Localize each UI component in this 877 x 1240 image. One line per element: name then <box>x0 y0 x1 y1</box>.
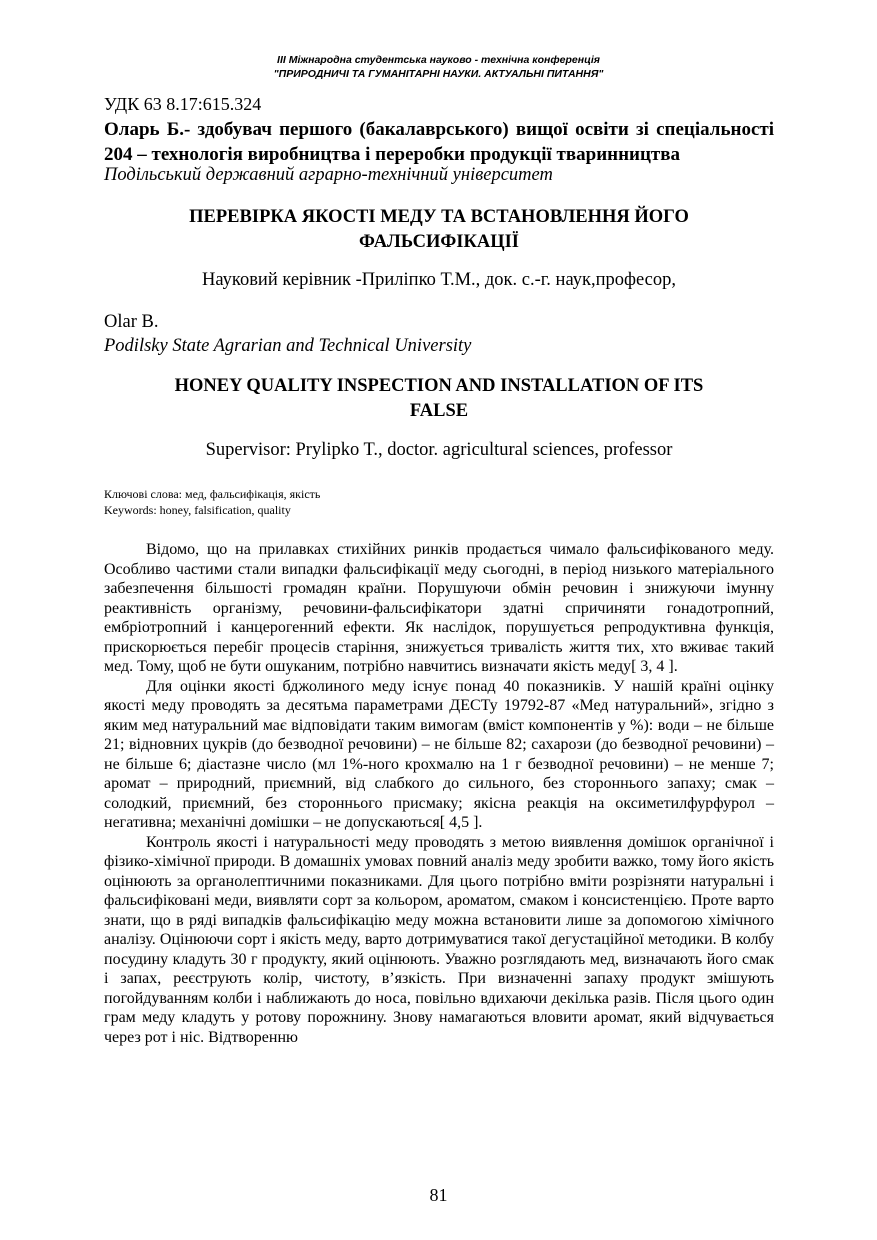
keywords-en: Keywords: honey, falsification, quality <box>104 503 291 517</box>
conference-header <box>0 53 877 81</box>
paragraph-1: Відомо, що на прилавках стихійних ринків продається чимало фальсифікованого меду. Особливо частими стали випадки фальсифікації меду сьогодні, в період низького матеріального забезпечення більшості громадян країни. Порушуючи обмін речовин і знижуючи імунну реактивність організму, речовини-фальсифікатори здатні спричиняти гонадотропний, ембріотропний і канцерогенний ефекти. Як наслідок, порушується репродуктивна функція, прискорюється перебіг процесів старіння, знижується тривалість життя тих, хто вживає такий мед. Тому, щоб не бути ошуканим, потрібно навчитись визначати якість меду[ 3, 4 ]. <box>104 541 774 675</box>
conference-title: ІІІ Міжнародна студентська науково - технічна конференція <box>277 54 600 66</box>
supervisor-ua: Науковий керівник -Приліпко Т.М., док. с.-г. наук,професор, <box>202 270 676 290</box>
university-ua: Подільський державний аграрно-технічний університет <box>104 165 553 185</box>
body-text <box>104 540 774 1047</box>
title-ua-line1: ПЕРЕВІРКА ЯКОСТІ МЕДУ ТА ВСТАНОВЛЕННЯ ЙОГО <box>189 207 689 227</box>
supervisor-en: Supervisor: Prylipko T., doctor. agricultural sciences, professor <box>205 440 673 460</box>
title-ua <box>104 205 774 255</box>
title-en-line2: FALSE <box>409 401 469 421</box>
keywords-ua: Ключові слова: мед, фальсифікація, якість <box>104 487 321 501</box>
udk-code: УДК 63 8.17:615.324 <box>104 94 262 114</box>
paragraph-2: Для оцінки якості бджолиного меду існує понад 40 показників. У нашій країні оцінку якості меду проводять за десятьма параметрами ДЕСТу 19792-87 «Мед натуральний», згідно з яким мед натуральний має відповідати таким вимогам (вміст компонентів у %): води – не більше 21; відновних цукрів (до безводної речовини) – не більше 82; сахарози (до безводної речовини) – не більше 6; діастазне число (мл 1%-ного крохмалю на 1 г безводної речовини) – не менше 7; аромат – природний, приємний, від слабкого до сильного, без стороннього запаху; смак – солодкий, приємний, без стороннього присмаку; якісна реакція на оксиметилфурфурол – негативна; механічні домішки – не допускаються[ 4,5 ]. <box>104 677 774 831</box>
title-en <box>104 374 774 424</box>
author-en: Olar B. <box>104 312 159 332</box>
conference-subtitle: "ПРИРОДНИЧІ ТА ГУМАНІТАРНІ НАУКИ. АКТУАЛЬНІ ПИТАННЯ" <box>273 68 604 80</box>
paragraph-3: Контроль якості і натуральності меду проводять з метою виявлення домішок органічної і фізико-хімічної природи. В домашніх умовах повний аналіз меду зробити важко, тому його якість оцінюють за органолептичними показниками. Для цього потрібно вміти розрізняти натуральні і фальсифіковані меди, виявляти сорт за кольором, ароматом, смаком і консистенцією. Проте варто знати, що в ряді випадків фальсифікацію меду можна встановити лише за допомогою хімічного аналізу. Оцінюючи сорт і якість меду, варто дотримуватися такої дегустаційної методики. В колбу посудину кладуть 30 г продукту, який оцінюють. Уважно розглядають мед, визначають його смак і запах, реєструють колір, чистоту, в’язкість. При визначенні запаху продукт змішують погойдуванням колби і наближають до носа, повільно вдихаючи декілька разів. Після цього один грам меду кладуть у ротову порожнину. Знову намагаються вловити аромат, який відчувається через рот і ніс. Відтворенню <box>104 833 774 1046</box>
title-ua-line2: ФАЛЬСИФІКАЦІЇ <box>358 232 520 252</box>
page-number: 81 <box>429 1185 448 1205</box>
author-ua: Оларь Б.- здобувач першого (бакалаврського) вищої освіти зі спеціальності 204 – технологія виробництва і переробки продукції тваринництва <box>104 119 774 165</box>
title-en-line1: HONEY QUALITY INSPECTION AND INSTALLATION OF ITS <box>174 376 704 396</box>
university-en: Podilsky State Agrarian and Technical University <box>104 336 472 356</box>
